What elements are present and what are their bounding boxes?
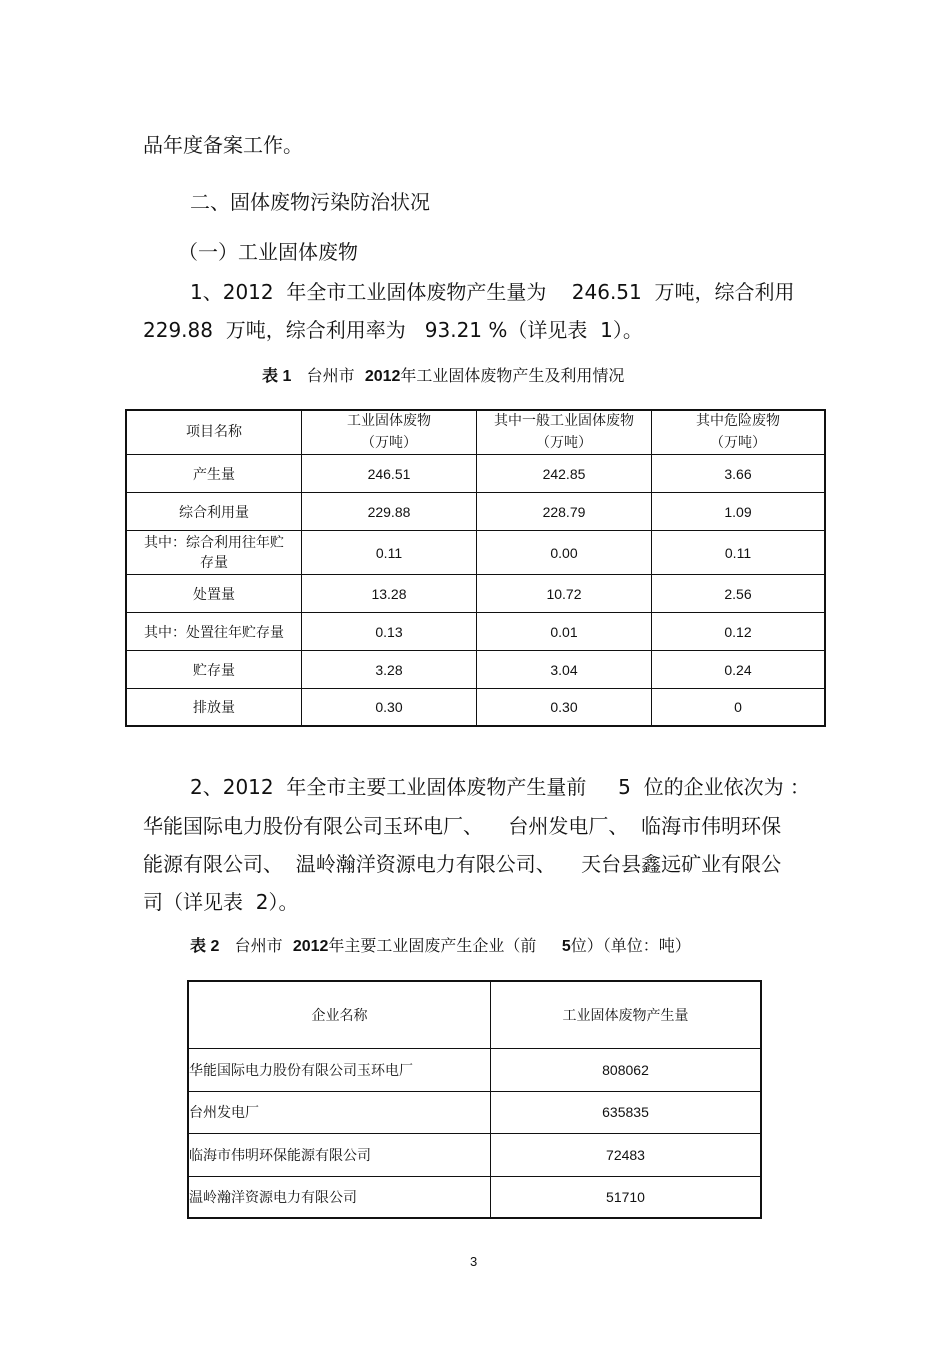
table-1-caption [262,368,624,385]
table-2 [187,980,762,1219]
table-cell: 635835 [491,1091,762,1133]
paragraph-2-line-2: 华能国际电力股份有限公司玉环电厂、 台州发电厂、 临海市伟明环保 [143,814,782,838]
paragraph-2-line-4: 司（详见表 2）。 [143,890,299,914]
table-2-caption-city: 台州市 [234,936,283,955]
table-cell: 0.12 [652,613,826,651]
table-cell: 3.66 [652,455,826,493]
table-cell: 0.00 [477,531,652,575]
table-2-caption-end: 位）（单位：吨） [570,936,691,955]
table-row [126,689,825,726]
table-1-header-row [126,410,825,455]
table-cell: 1.09 [652,493,826,531]
table-1-header-cell: 工业固体废物 （万吨） [302,410,477,455]
table-2-caption-mid: 年主要工业固废产生企业（前 [328,936,537,955]
paragraph-2-line-3: 能源有限公司、 温岭瀚洋资源电力有限公司、 天台县鑫远矿业有限公 [143,852,782,876]
table-cell: 808062 [491,1048,762,1091]
table-1-header-cell: 其中一般工业固体废物 （万吨） [477,410,652,455]
table-1-caption-rest: 年工业固体废物产生及利用情况 [400,366,625,385]
table-cell: 0.24 [652,651,826,689]
row-label: 产生量 [126,455,302,493]
table-1-header-cell: 其中危险废物 （万吨） [652,410,826,455]
page-number: 3 [470,1254,478,1269]
paragraph-2-line-1: 2、2012 年全市主要工业固体废物产生量前 5 位的企业依次为 ： [190,775,810,799]
table-2-caption-year: 2012 [292,938,329,955]
table-row [126,531,825,575]
row-label: 综合利用量 [126,493,302,531]
table-cell: 3.04 [477,651,652,689]
paragraph-1-line-2: 229.88 万吨，综合利用率为 93.21 %（详见表 1）。 [143,318,643,342]
table-cell: 2.56 [652,575,826,613]
table-cell: 229.88 [302,493,477,531]
table-cell: 51710 [491,1176,762,1218]
company-name: 临海市伟明环保能源有限公司 [188,1133,491,1176]
subsection-heading: （一）工业固体废物 [178,240,358,264]
table-1-caption-year: 2012 [364,368,401,385]
row-label: 处置量 [126,575,302,613]
table-2-caption-prefix: 表 2 [190,938,220,955]
table-2-header-cell: 工业固体废物产生量 [491,981,762,1048]
table-cell: 0.30 [302,689,477,726]
table-1 [125,409,826,727]
table-cell: 0.01 [477,613,652,651]
row-label: 其中：处置往年贮存量 [126,613,302,651]
table-cell: 242.85 [477,455,652,493]
row-label: 贮存量 [126,651,302,689]
table-cell: 228.79 [477,493,652,531]
table-cell: 3.28 [302,651,477,689]
table-row [188,1133,761,1176]
table-2-header-cell: 企业名称 [188,981,491,1048]
company-name: 华能国际电力股份有限公司玉环电厂 [188,1048,491,1091]
table-1-header-cell: 项目名称 [126,410,302,455]
table-cell: 246.51 [302,455,477,493]
section-heading: 二、固体废物污染防治状况 [190,190,430,214]
table-row [126,613,825,651]
table-row [188,1176,761,1218]
table-cell: 10.72 [477,575,652,613]
paragraph-1-line-1: 1、2012 年全市工业固体废物产生量为 246.51 万吨，综合利用 [190,280,795,304]
table-cell: 0.11 [652,531,826,575]
table-cell: 13.28 [302,575,477,613]
table-row [126,575,825,613]
row-label: 其中：综合利用往年贮 存量 [126,531,302,575]
table-cell: 72483 [491,1133,762,1176]
row-label: 排放量 [126,689,302,726]
table-cell: 0.30 [477,689,652,726]
table-1-caption-prefix: 表 1 [262,368,292,385]
table-row [126,493,825,531]
table-row [188,1091,761,1133]
table-1-caption-city: 台州市 [306,366,355,385]
table-cell: 0 [652,689,826,726]
table-row [126,455,825,493]
table-cell: 0.11 [302,531,477,575]
table-2-caption-num: 5 [561,938,571,955]
table-row [188,1048,761,1091]
table-2-header-row [188,981,761,1048]
company-name: 温岭瀚洋资源电力有限公司 [188,1176,491,1218]
table-2-caption [190,938,691,955]
company-name: 台州发电厂 [188,1091,491,1133]
paragraph-continuation: 品年度备案工作。 [143,133,303,157]
table-cell: 0.13 [302,613,477,651]
table-row [126,651,825,689]
